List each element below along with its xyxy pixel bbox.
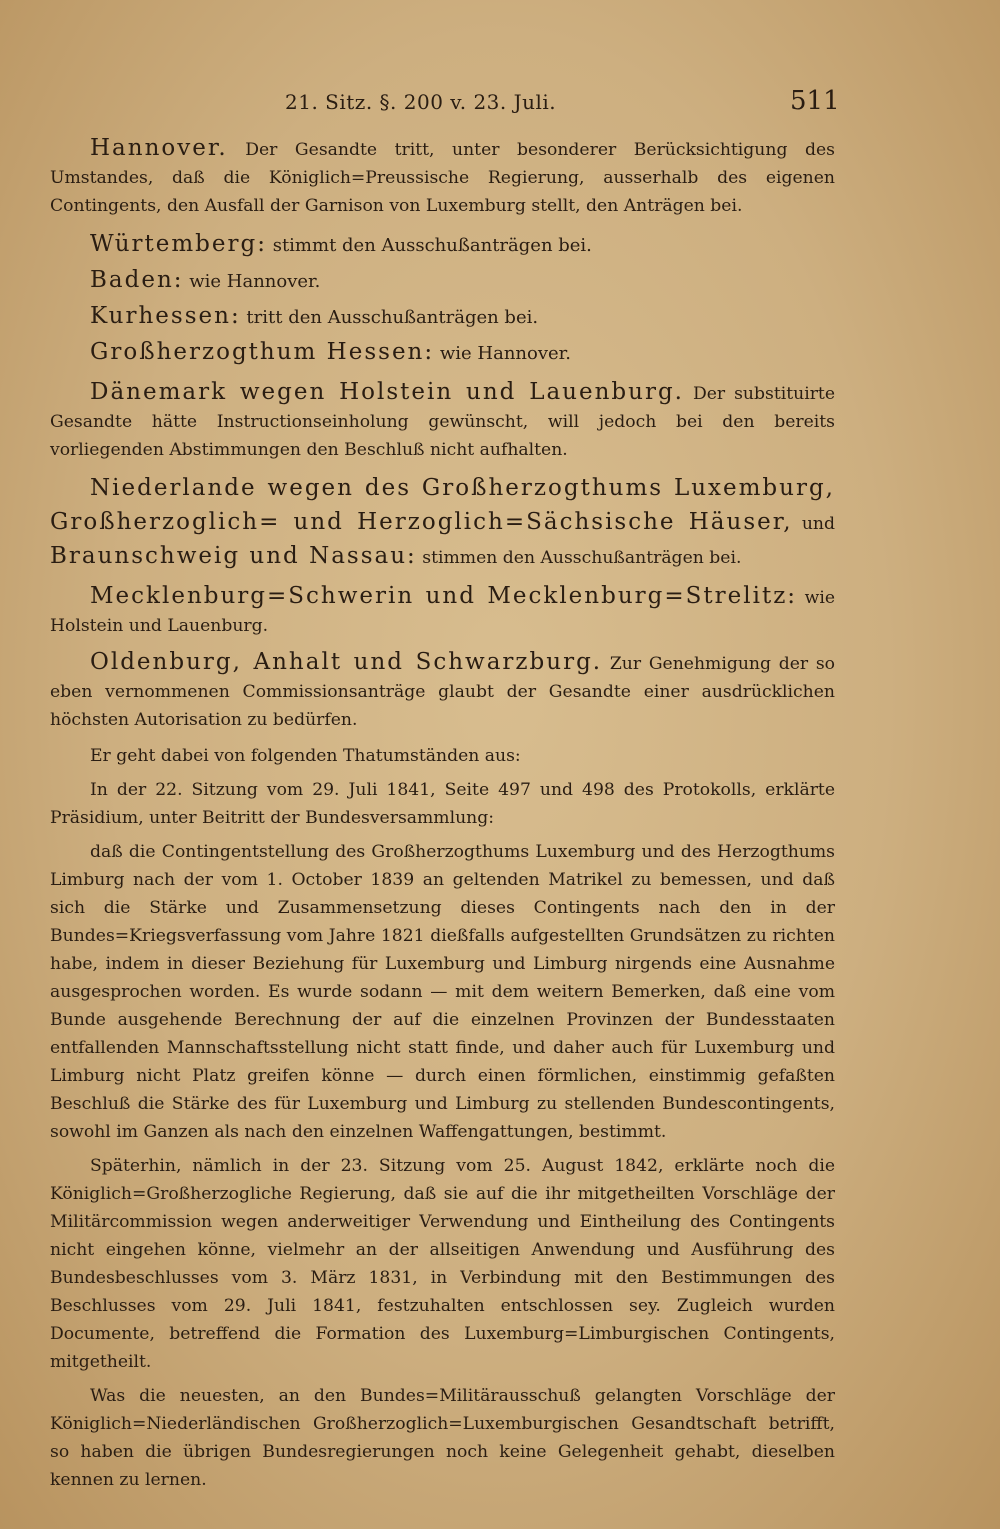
vote-mecklenburg xyxy=(50,582,835,640)
page-body xyxy=(50,134,835,1500)
state-name: Oldenburg, Anhalt und Schwarzburg. xyxy=(90,649,603,675)
vote-wurtemberg xyxy=(90,228,835,262)
paragraph: Späterhin, nämlich in der 23. Sitzung vom 25. August 1842, erklärte noch die Königlich=Großherzogliche Regierung, daß sie auf die ihr mitgetheilten Vorschläge der Militärcommission wegen anderweitiger Verwendung und Eintheilung des Contingents nicht eingehen könne, vielmehr an der allseitigen Anwendung und Ausführung des Bundesbeschlusses vom 3. März 1831, in Verbindung mit den Bestimmungen des Beschlusses vom 29. Juli 1841, festzuhalten entschlossen sey. Zugleich wurden Documente, betreffend die Formation des Luxemburg=Limburgischen Contingents, mitgetheilt. xyxy=(50,1156,835,1372)
vote-oldenburg xyxy=(50,648,835,734)
running-title: 21. Sitz. §. 200 v. 23. Juli. xyxy=(285,90,557,114)
vote-danemark xyxy=(50,378,835,464)
state-name: Niederlande wegen des Großherzogthums Luxemburg, Großherzoglich= und Herzoglich=Sächsische Häuser, xyxy=(50,475,835,535)
vote-hannover xyxy=(50,134,835,220)
page-number: 511 xyxy=(790,86,840,116)
vote-text: wie Hannover. xyxy=(434,343,572,364)
state-name: Würtemberg: xyxy=(90,231,267,257)
state-name: Großherzogthum Hessen: xyxy=(90,339,435,365)
vote-text: Zur Genehmigung der so eben vernommenen Commissionsanträge glaubt der Gesandte einer ausdrücklichen höchsten Autorisation zu bedürfen. xyxy=(50,654,835,730)
vote-text: und xyxy=(792,514,835,534)
vote-text: wie Hannover. xyxy=(183,271,321,292)
paragraph: In der 22. Sitzung vom 29. Juli 1841, Seite 497 und 498 des Protokolls, erklärte Präsidium, unter Beitritt der Bundesversammlung: xyxy=(50,780,835,828)
vote-niederlande xyxy=(50,472,835,574)
state-name: Braunschweig und Nassau: xyxy=(50,543,417,569)
state-name: Baden: xyxy=(90,267,184,293)
vote-text: tritt den Ausschußanträgen bei. xyxy=(240,307,539,328)
vote-hessen xyxy=(90,336,835,370)
state-name: Mecklenburg=Schwerin und Mecklenburg=Strelitz: xyxy=(90,583,798,609)
vote-text: stimmen den Ausschußanträgen bei. xyxy=(416,548,742,568)
state-name: Hannover. xyxy=(90,135,228,161)
paragraph: daß die Contingentstellung des Großherzogthums Luxemburg und des Herzogthums Limburg nach der vom 1. October 1839 an geltenden Matrikel zu bemessen, und daß sich die Stärke und Zusammensetzung dieses Contingents nach den in der Bundes=Kriegsverfassung vom Jahre 1821 dießfalls aufgestellten Grundsätzen zu richten habe, indem in dieser Beziehung für Luxemburg und Limburg nirgends eine Ausnahme ausgesprochen worden. Es wurde sodann — mit dem weitern Bemerken, daß eine vom Bunde ausgehende Berechnung der auf die einzelnen Provinzen der Bundesstaaten entfallenden Mannschaftsstellung nicht statt finde, und daher auch für Luxemburg und Limburg nicht Platz greifen könne — durch einen förmlichen, einstimmig gefaßten Beschluß die Stärke des für Luxemburg und Limburg zu stellenden Bundescontingents, sowohl im Ganzen als nach den einzelnen Waffengattungen, bestimmt. xyxy=(50,842,835,1142)
paragraph: Was die neuesten, an den Bundes=Militärausschuß gelangten Vorschläge der Königlich=Niederländischen Großherzoglich=Luxemburgischen Gesandtschaft betrifft, so haben die übrigen Bundesregierungen noch keine Gelegenheit gehabt, dieselben kennen zu lernen. xyxy=(50,1386,835,1490)
state-name: Kurhessen: xyxy=(90,303,241,329)
paragraph: Er geht dabei von folgenden Thatumständen aus: xyxy=(90,746,521,766)
vote-text: Der substituirte Gesandte hätte Instructionseinholung gewünscht, will jedoch bei den bereits vorliegenden Abstimmungen den Beschluß nicht aufhalten. xyxy=(50,384,835,460)
vote-kurhessen xyxy=(90,300,835,334)
vote-text: stimmt den Ausschußanträgen bei. xyxy=(266,235,592,256)
vote-baden xyxy=(90,264,835,298)
page-header xyxy=(0,86,1000,126)
vote-text: wie Holstein und Lauenburg. xyxy=(50,588,835,636)
vote-text: Der Gesandte tritt, unter besonderer Berücksichtigung des Umstandes, daß die Königlich=Preussische Regierung, ausserhalb des eigenen Contingents, den Ausfall der Garnison von Luxemburg stellt, den Anträgen bei. xyxy=(50,140,835,216)
state-name: Dänemark wegen Holstein und Lauenburg. xyxy=(90,379,684,405)
